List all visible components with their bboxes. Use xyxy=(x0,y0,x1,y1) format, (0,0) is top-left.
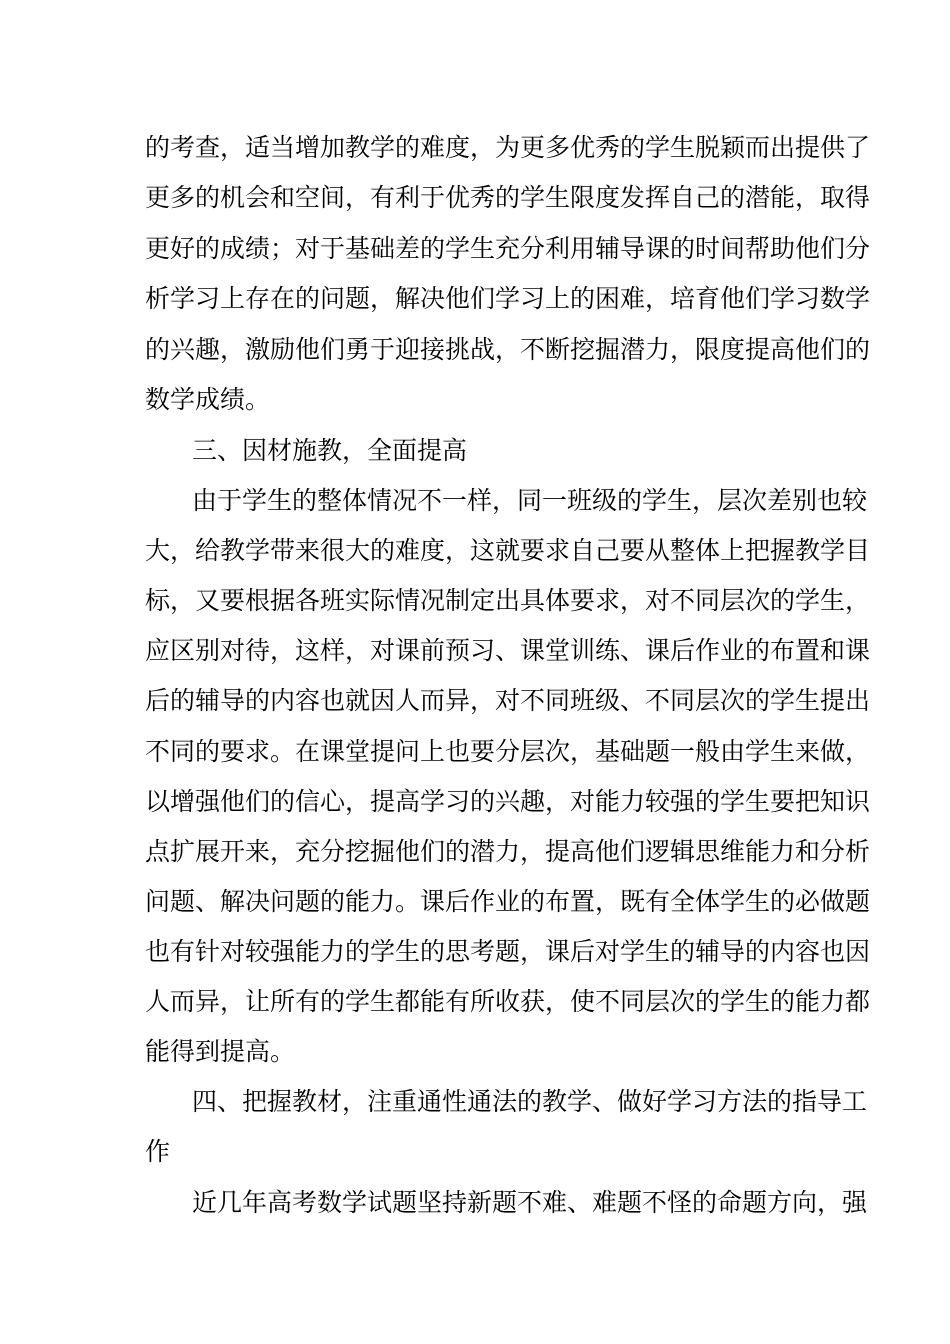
text-line: 更多的机会和空间，有利于优秀的学生限度发挥自己的潜能，取得 xyxy=(145,183,871,212)
text-line: 近几年高考数学试题坚持新题不难、难题不怪的命题方向，强 xyxy=(192,1188,868,1217)
text-line: 的兴趣，激励他们勇于迎接挑战，不断挖掘潜力，限度提高他们的 xyxy=(145,335,871,364)
text-line: 问题、解决问题的能力。课后作业的布置，既有全体学生的必做题 xyxy=(145,887,871,916)
text-line: 由于学生的整体情况不一样，同一班级的学生，层次差别也较 xyxy=(192,486,868,515)
section-heading-4: 四、把握教材，注重通性通法的教学、做好学习方法的指导工 xyxy=(192,1087,868,1116)
text-line: 不同的要求。在课堂提问上也要分层次，基础题一般由学生来做， xyxy=(145,737,871,766)
text-line: 后的辅导的内容也就因人而异，对不同班级、不同层次的学生提出 xyxy=(145,686,871,715)
text-line: 数学成绩。 xyxy=(145,385,271,414)
text-line: 标，又要根据各班实际情况制定出具体要求，对不同层次的学生， xyxy=(145,586,871,615)
section-heading-4-cont: 作 xyxy=(145,1137,171,1166)
text-line: 也有针对较强能力的学生的思考题，课后对学生的辅导的内容也因 xyxy=(145,937,871,966)
text-line: 能得到提高。 xyxy=(145,1037,296,1066)
text-line: 更好的成绩；对于基础差的学生充分利用辅导课的时间帮助他们分 xyxy=(145,234,871,263)
text-line: 析学习上存在的问题，解决他们学习上的困难，培育他们学习数学 xyxy=(145,284,871,313)
text-line: 的考查，适当增加教学的难度，为更多优秀的学生脱颖而出提供了 xyxy=(145,133,871,162)
text-line: 点扩展开来，充分挖掘他们的潜力，提高他们逻辑思维能力和分析 xyxy=(145,837,871,866)
text-line: 人而异，让所有的学生都能有所收获，使不同层次的学生的能力都 xyxy=(145,987,871,1016)
text-line: 大，给教学带来很大的难度，这就要求自己要从整体上把握教学目 xyxy=(145,536,871,565)
section-heading-3: 三、因材施教，全面提高 xyxy=(192,436,468,465)
text-line: 以增强他们的信心，提高学习的兴趣，对能力较强的学生要把知识 xyxy=(145,787,871,816)
text-line: 应区别对待，这样，对课前预习、课堂训练、课后作业的布置和课 xyxy=(145,636,871,665)
